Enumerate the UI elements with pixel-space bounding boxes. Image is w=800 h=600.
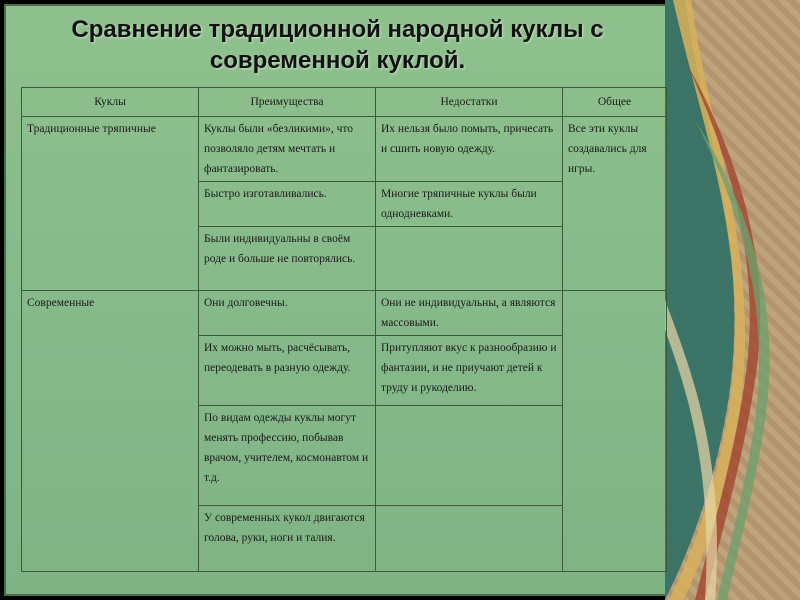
header-dolls: Куклы (22, 88, 199, 117)
slide-title-line-1: Сравнение традиционной народной куклы с (71, 16, 604, 43)
table-row (22, 291, 667, 336)
header-advantages: Преимущества (199, 88, 376, 117)
disadvantage-cell (376, 406, 563, 506)
disadvantage-cell: Притупляют вкус к разнообразию и фантазии, и не приучают детей к труду и рукоделию. (376, 336, 563, 406)
disadvantage-cell: Многие тряпичные куклы были однодневками. (376, 182, 563, 227)
advantage-cell: Они долговечны. (199, 291, 376, 336)
header-common: Общее (563, 88, 667, 117)
disadvantage-cell: Они не индивидуальны, а являются массовыми. (376, 291, 563, 336)
header-disadvantages: Недостатки (376, 88, 563, 117)
table-row (22, 117, 667, 182)
disadvantage-cell (376, 227, 563, 291)
decorative-ornament-panel (665, 0, 800, 600)
table-header-row (22, 88, 667, 117)
advantage-cell: Куклы были «безликими», что позволяло детям мечтать и фантазировать. (199, 117, 376, 182)
advantage-cell: У современных кукол двигаются голова, руки, ноги и талия. (199, 506, 376, 572)
category-modern: Современные (22, 291, 199, 572)
disadvantage-cell: Их нельзя было помыть, причесать и сшить новую одежду. (376, 117, 563, 182)
advantage-cell: По видам одежды куклы могут менять профессию, побывав врачом, учителем, космонавтом и т.д. (199, 406, 376, 506)
common-cell: Все эти куклы создавались для игры. (563, 117, 667, 291)
disadvantage-cell (376, 506, 563, 572)
category-traditional: Традиционные тряпичные (22, 117, 199, 291)
common-cell-empty (563, 291, 667, 572)
advantage-cell: Их можно мыть, расчёсывать, переодевать в разную одежду. (199, 336, 376, 406)
advantage-cell: Быстро изготавливались. (199, 182, 376, 227)
slide-title (0, 14, 675, 76)
comparison-table (21, 87, 667, 572)
slide-title-line-2: современной куклой. (209, 47, 466, 74)
ornament-swirl-graphic (665, 0, 800, 600)
advantage-cell: Были индивидуальны в своём роде и больше не повторялись. (199, 227, 376, 291)
